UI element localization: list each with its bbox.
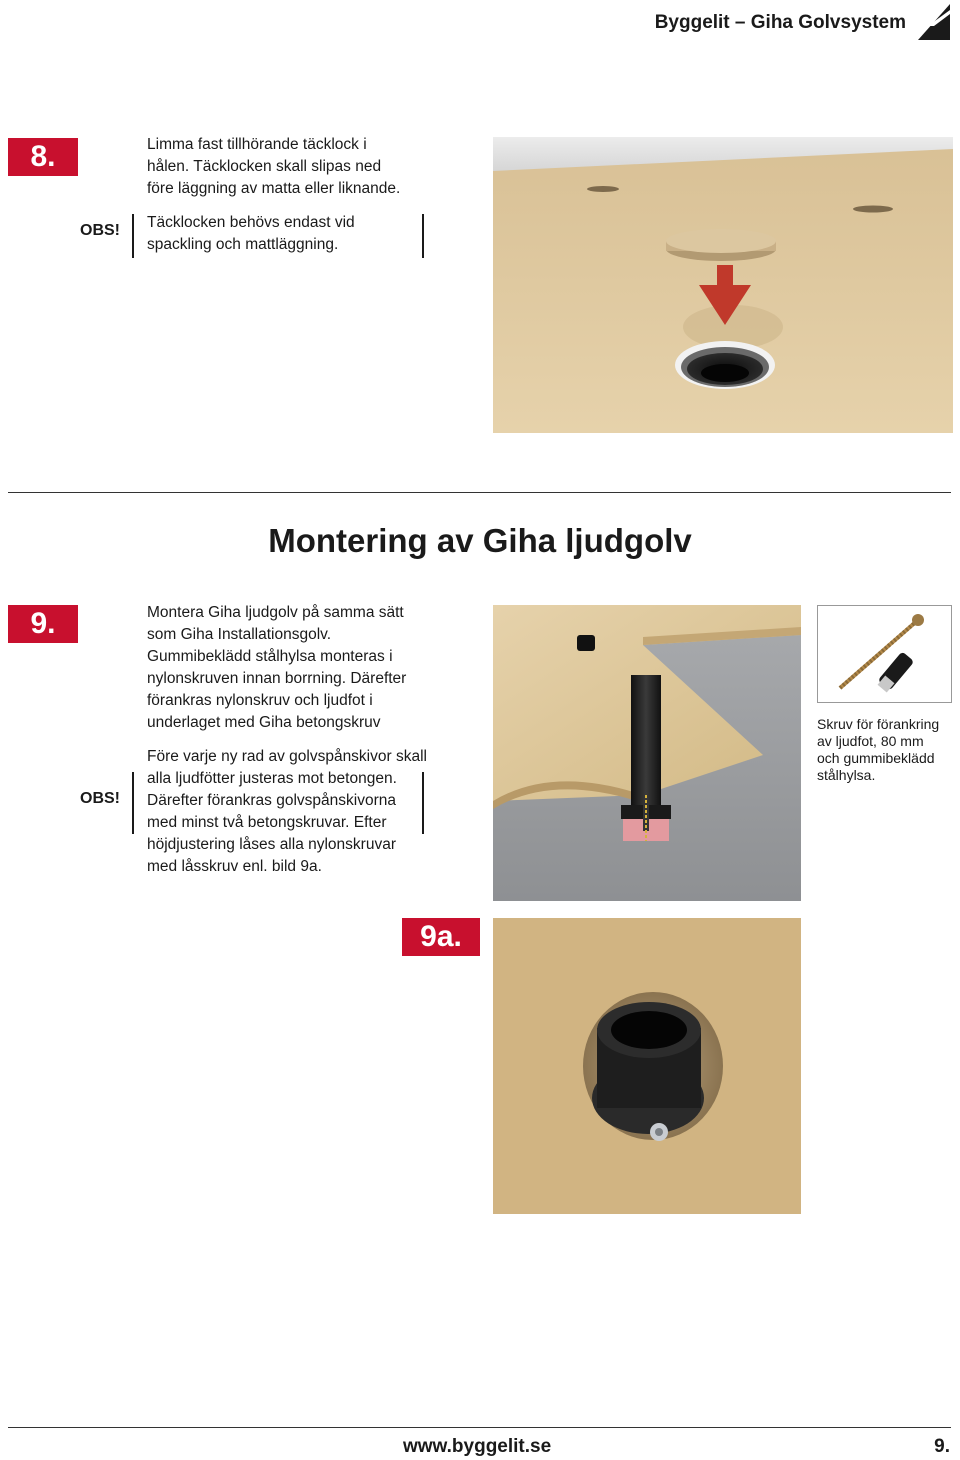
brand-logo-icon	[918, 4, 950, 40]
lock-screw-photo	[493, 918, 801, 1214]
footer-website-link[interactable]: www.byggelit.se	[403, 1436, 552, 1457]
footer-divider	[8, 1427, 951, 1428]
step-9-badge	[8, 605, 78, 643]
product-caption: Skruv för förankring av ljudfot, 80 mm och gummibeklädd stålhylsa.	[817, 716, 940, 783]
step-8-obs-label: OBS!	[80, 222, 120, 239]
step-8-badge	[8, 138, 78, 176]
step-9-obs-label: OBS!	[80, 790, 120, 807]
section-title: Montering av Giha ljudgolv	[268, 522, 692, 559]
cover-cap-illustration	[493, 137, 953, 433]
header-brand: Byggelit – Giha Golvsystem	[654, 12, 906, 33]
step-9a-number: 9a.	[420, 920, 462, 953]
step-8-text: Limma fast tillhörande täcklock i hålen. Täcklocken skall slipas ned före läggning av matta eller liknande.	[147, 136, 401, 197]
step-8-number: 8.	[30, 140, 56, 173]
step-9-number: 9.	[30, 607, 56, 640]
screw-sleeve-product-photo	[817, 605, 952, 703]
step-8-obs-bar-right	[422, 214, 424, 258]
step-8-obs-bar-left	[132, 214, 134, 258]
sound-foot-illustration	[493, 605, 801, 901]
section-divider	[8, 492, 951, 493]
step-9a-badge	[402, 918, 480, 956]
step-8-obs-text: Täcklocken behövs endast vid spackling och mattläggning.	[147, 214, 355, 253]
step-9-obs-bar-left	[132, 772, 134, 834]
step-9-obs-text: Före varje ny rad av golvspånskivor skall alla ljudfötter justeras mot betongen. Därefter förankras golvspånskivorna med minst två betongskruvar. Efter höjdjustering låses alla nylonskruvar med låsskruv enl. bild 9a.	[147, 748, 427, 875]
page-number: 9.	[934, 1436, 950, 1457]
step-9-obs-bar-right	[422, 772, 424, 834]
step-9-text: Montera Giha ljudgolv på samma sätt som Giha Installationsgolv. Gummibeklädd stålhylsa monteras i nylonskruven innan borrning. Därefter förankras nylonskruv och ljudfot i underlaget med Giha betongskruv	[147, 604, 407, 731]
